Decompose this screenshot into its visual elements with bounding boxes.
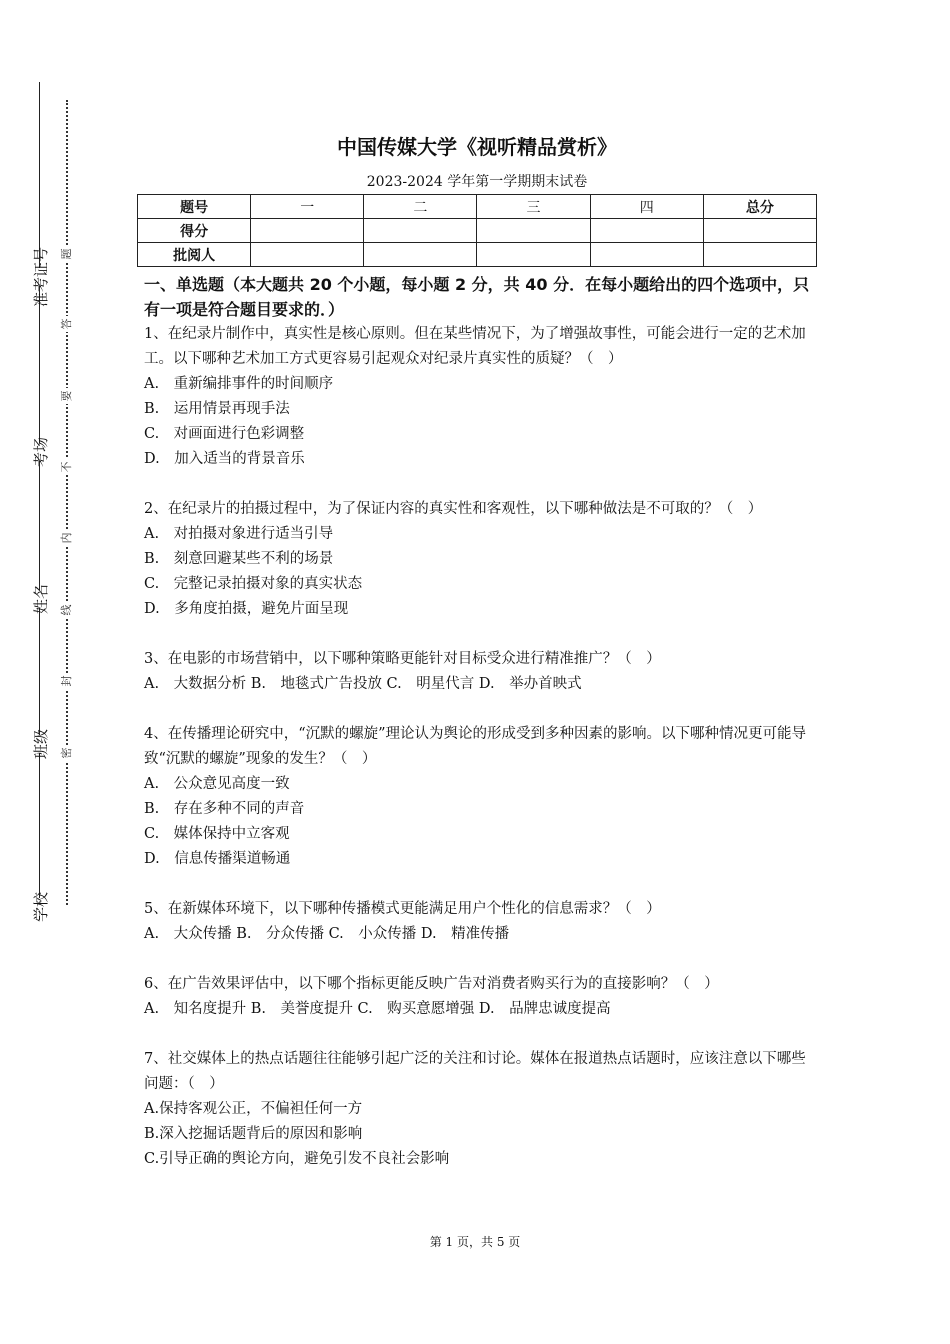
score-cell (703, 219, 816, 243)
score-table-header-cell: 题号 (138, 195, 251, 219)
binding-solid-line (39, 82, 40, 920)
question (144, 1047, 814, 1172)
question-option: A. 大数据分析 B. 地毯式广告投放 C. 明星代言 D. 举办首映式 (144, 676, 582, 692)
seal-char: 不 (59, 459, 75, 475)
score-cell (703, 243, 816, 267)
score-table-header-cell: 四 (590, 195, 703, 219)
question-option: A. 重新编排事件的时间顺序 (144, 376, 334, 392)
label-exam-room: 考场 (31, 436, 50, 467)
score-cell (251, 219, 364, 243)
question-option: D. 多角度拍摄，避免片面呈现 (144, 601, 349, 617)
question-stem: 5、在新媒体环境下，以下哪种传播模式更能满足用户个性化的信息需求？（ ） (144, 901, 661, 917)
seal-char: 要 (59, 388, 75, 404)
seal-char: 题 (59, 246, 75, 262)
question (144, 722, 814, 872)
question-stem: 4、在传播理论研究中，“沉默的螺旋”理论认为舆论的形成受到多种因素的影响。以下哪种情况更可能导致“沉默的螺旋”现象的发生？（ ） (144, 726, 807, 767)
question (144, 647, 814, 697)
score-table (137, 194, 817, 267)
score-table-header-row (138, 195, 817, 219)
score-cell (477, 243, 590, 267)
score-cell (364, 243, 477, 267)
score-cell (590, 243, 703, 267)
score-table-row (138, 219, 817, 243)
section-heading: 一、单选题（本大题共 20 个小题，每小题 2 分，共 40 分．在每小题给出的四个选项中，只有一项是符合题目要求的．） (144, 275, 810, 319)
seal-char: 密 (59, 745, 75, 761)
question-option: C. 媒体保持中立客观 (144, 826, 290, 842)
score-table-header-cell: 三 (477, 195, 590, 219)
label-class: 班级 (31, 728, 50, 759)
score-cell (364, 219, 477, 243)
question (144, 322, 814, 472)
score-cell (590, 219, 703, 243)
exam-subtitle: 2023-2024 学年第一学期期末试卷 (366, 174, 588, 190)
question-option: C. 对画面进行色彩调整 (144, 426, 305, 442)
question-stem: 7、社交媒体上的热点话题往往能够引起广泛的关注和讨论。媒体在报道热点话题时，应该注意以下哪些问题：（ ） (144, 1051, 806, 1092)
question-option: A. 知名度提升 B. 美誉度提升 C. 购买意愿增强 D. 品牌忠诚度提高 (144, 1001, 611, 1017)
score-row-label: 批阅人 (138, 243, 251, 267)
seal-char: 答 (59, 316, 75, 332)
score-cell (477, 219, 590, 243)
question-option: B. 运用情景再现手法 (144, 401, 290, 417)
page-number: 第 1 页，共 5 页 (429, 1235, 521, 1249)
binding-margin (0, 0, 100, 1344)
exam-title: 中国传媒大学《视听精品赏析》 (337, 135, 617, 159)
binding-dotted-line (66, 100, 68, 905)
question-stem: 1、在纪录片制作中，真实性是核心原则。但在某些情况下，为了增强故事性，可能会进行一定的艺术加工。以下哪种艺术加工方式更容易引起观众对纪录片真实性的质疑？（ ） (144, 326, 806, 367)
question-option: D. 加入适当的背景音乐 (144, 451, 305, 467)
question-option: B. 存在多种不同的声音 (144, 801, 305, 817)
question-stem: 2、在纪录片的拍摄过程中，为了保证内容的真实性和客观性，以下哪种做法是不可取的？（ ） (144, 501, 763, 517)
question-stem: 6、在广告效果评估中，以下哪个指标更能反映广告对消费者购买行为的直接影响？（ ） (144, 976, 719, 992)
question-option: C.引导正确的舆论方向，避免引发不良社会影响 (144, 1151, 450, 1167)
question-option: B. 刻意回避某些不利的场景 (144, 551, 334, 567)
question-content (144, 272, 814, 1172)
score-cell (251, 243, 364, 267)
score-table-header-cell: 总分 (703, 195, 816, 219)
score-table-row (138, 243, 817, 267)
question-option: A.保持客观公正，不偏袒任何一方 (144, 1101, 363, 1117)
seal-char: 内 (59, 530, 75, 546)
label-exam-number: 准考证号 (31, 246, 50, 307)
seal-char: 线 (59, 602, 75, 618)
question-option: A. 公众意见高度一致 (144, 776, 290, 792)
score-table-header-cell: 一 (251, 195, 364, 219)
question-option: B.深入挖掘话题背后的原因和影响 (144, 1126, 363, 1142)
question (144, 897, 814, 947)
label-name: 姓名 (31, 583, 50, 614)
seal-char: 封 (59, 673, 75, 689)
score-table-header-cell: 二 (364, 195, 477, 219)
question-stem: 3、在电影的市场营销中，以下哪种策略更能针对目标受众进行精准推广？（ ） (144, 651, 661, 667)
question-option: D. 信息传播渠道畅通 (144, 851, 291, 867)
label-school: 学校 (31, 891, 50, 922)
question-option: A. 大众传播 B. 分众传播 C. 小众传播 D. 精准传播 (144, 926, 510, 942)
question (144, 972, 814, 1022)
score-row-label: 得分 (138, 219, 251, 243)
question-option: C. 完整记录拍摄对象的真实状态 (144, 576, 363, 592)
question (144, 497, 814, 622)
question-option: A. 对拍摄对象进行适当引导 (144, 526, 334, 542)
